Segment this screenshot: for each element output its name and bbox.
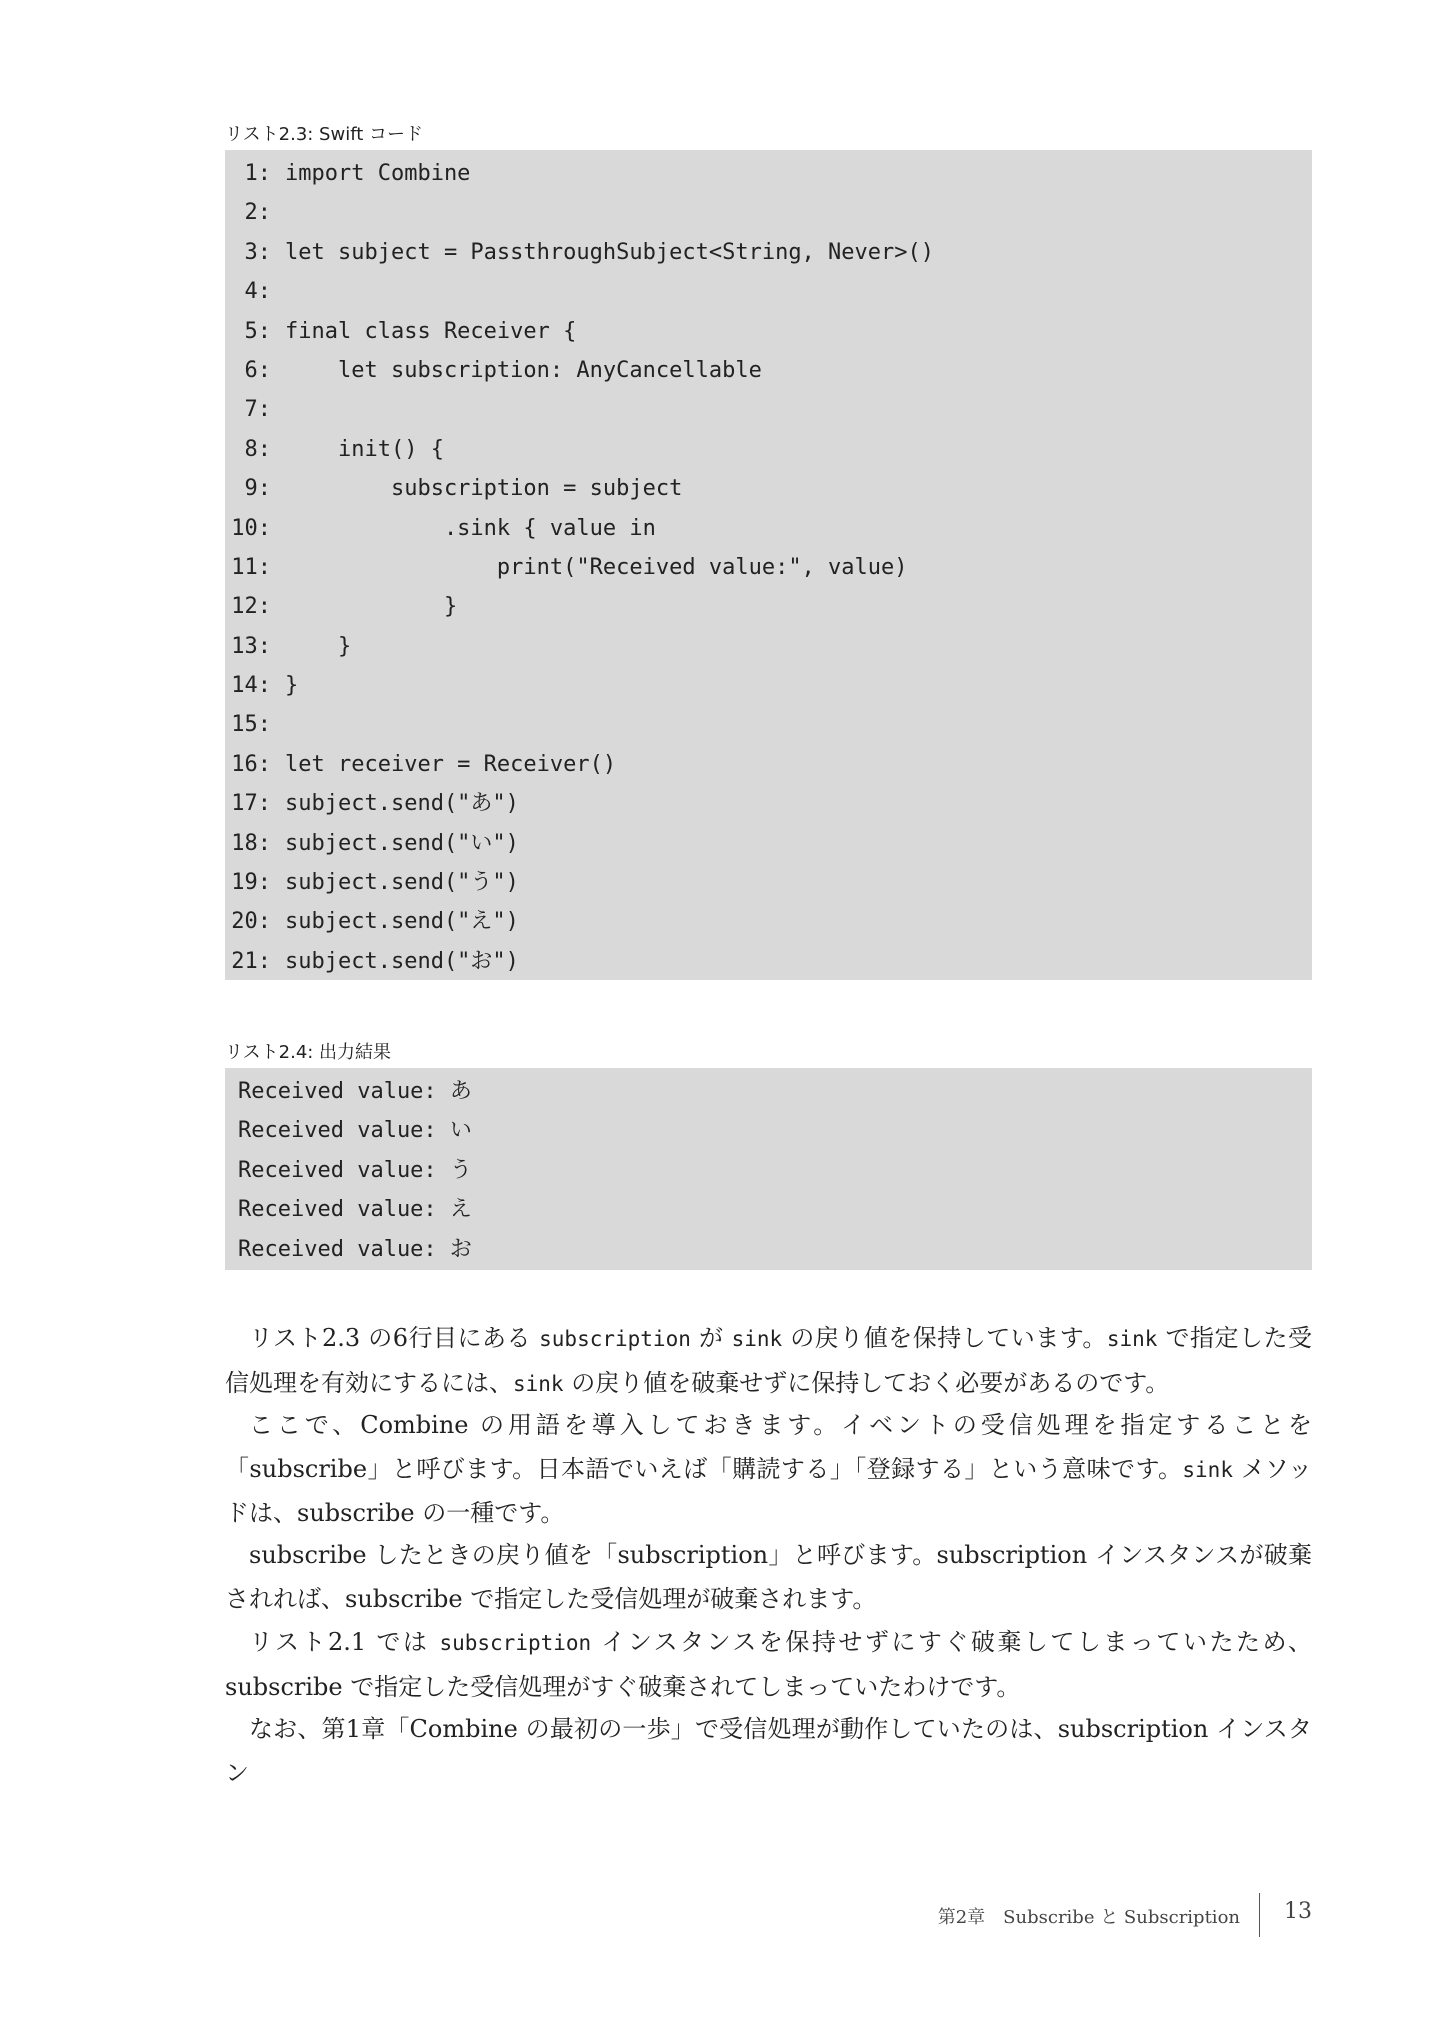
- code-text: subject.send("い"): [285, 830, 519, 856]
- code-line: [225, 548, 1312, 587]
- line-number: 3:: [244, 239, 271, 265]
- line-number: 16:: [231, 751, 271, 777]
- code-line: [225, 193, 1312, 232]
- paragraph-2: ここで、Combine の用語を導入しておきます。イベントの受信処理を指定することを「subscribe」と呼びます。日本語でいえば「購読する」「登録する」という意味です。sink メソッドは、subscribe の一種です。: [225, 1411, 1312, 1527]
- code-text: print("Received value:", value): [285, 554, 908, 580]
- output-line: Received value: い: [238, 1118, 472, 1144]
- code-text: let receiver = Receiver(): [285, 751, 617, 777]
- line-number: 10:: [231, 515, 271, 541]
- code-line: [225, 705, 1312, 744]
- output-line: Received value: お: [238, 1236, 472, 1262]
- code-line: [225, 390, 1312, 429]
- line-number: 1:: [244, 161, 271, 186]
- code-line: [225, 469, 1312, 508]
- line-number: 8:: [244, 436, 271, 462]
- code-line: [225, 824, 1312, 863]
- line-number: 19:: [231, 870, 271, 896]
- page-number: 13: [1284, 1899, 1312, 1924]
- line-number: 21:: [231, 948, 271, 974]
- code-text: init() {: [285, 436, 444, 462]
- line-number: 17:: [231, 791, 271, 817]
- code-line: [225, 863, 1312, 902]
- code-text: }: [285, 673, 299, 699]
- listing-2-3-caption: リスト2.3: Swift コード: [225, 124, 423, 145]
- paragraph-4: リスト2.1 では subscription インスタンスを保持せずにすぐ破棄してしまっていたため、subscribe で指定した受信処理がすぐ破棄されてしまっていたわけです。: [225, 1628, 1312, 1701]
- code-line: [225, 154, 1312, 193]
- code-line: [225, 272, 1312, 311]
- page-footer: [880, 1893, 1312, 1937]
- line-number: 4:: [244, 279, 271, 305]
- listing-2-4-caption: リスト2.4: 出力結果: [225, 1042, 392, 1063]
- line-number: 13:: [231, 633, 271, 659]
- footer-divider: [1259, 1893, 1260, 1937]
- code-text: let subscription: AnyCancellable: [285, 357, 762, 383]
- line-number: 9:: [244, 476, 271, 502]
- line-number: 20:: [231, 909, 271, 935]
- code-line: [225, 509, 1312, 548]
- code-line: [225, 745, 1312, 784]
- code-text: final class Receiver {: [285, 318, 577, 344]
- code-line: [225, 784, 1312, 823]
- chapter-title: 第2章 Subscribe と Subscription: [937, 1907, 1240, 1928]
- code-line: [225, 351, 1312, 390]
- code-line: [225, 430, 1312, 469]
- code-text: subject.send("う"): [285, 870, 519, 896]
- line-number: 11:: [231, 554, 271, 580]
- code-text: import Combine: [285, 161, 471, 186]
- code-text: subject.send("あ"): [285, 791, 519, 817]
- code-line: [225, 233, 1312, 272]
- line-number: 6:: [244, 357, 271, 383]
- code-line: [225, 942, 1312, 981]
- code-line: [225, 666, 1312, 705]
- code-text: subscription = subject: [285, 476, 683, 502]
- line-number: 5:: [244, 318, 271, 344]
- line-number: 12:: [231, 594, 271, 620]
- code-text: let subject = PassthroughSubject<String, Never>(): [285, 239, 935, 265]
- code-text: }: [285, 594, 458, 620]
- output-line: Received value: え: [238, 1197, 472, 1223]
- code-line: [225, 587, 1312, 626]
- line-number: 15:: [231, 712, 271, 738]
- line-number: 7:: [244, 397, 271, 423]
- line-number: 14:: [231, 673, 271, 699]
- code-line: [225, 627, 1312, 666]
- code-text: }: [285, 633, 352, 659]
- paragraph-1: リスト2.3 の6行目にある subscription が sink の戻り値を保持しています。sink で指定した受信処理を有効にするには、sink の戻り値を破棄せずに保持しておく必要があるのです。: [225, 1324, 1312, 1397]
- paragraph-3: subscribe したときの戻り値を「subscription」と呼びます。subscription インスタンスが破棄されれば、subscribe で指定した受信処理が破棄されます。: [225, 1541, 1312, 1613]
- line-number: 18:: [231, 830, 271, 856]
- listing-2-3-code-block: [225, 150, 1312, 980]
- code-text: .sink { value in: [285, 515, 656, 541]
- listing-2-4-output-block: [225, 1068, 1312, 1270]
- output-line: Received value: う: [238, 1157, 472, 1183]
- paragraph-5: なお、第1章「Combine の最初の一歩」で受信処理が動作していたのは、subscription インスタン: [225, 1715, 1312, 1787]
- line-number: 2:: [244, 200, 271, 226]
- code-text: subject.send("お"): [285, 948, 519, 974]
- output-line: Received value: あ: [238, 1079, 472, 1104]
- code-line: [225, 312, 1312, 351]
- code-line: [225, 902, 1312, 941]
- code-text: subject.send("え"): [285, 909, 519, 935]
